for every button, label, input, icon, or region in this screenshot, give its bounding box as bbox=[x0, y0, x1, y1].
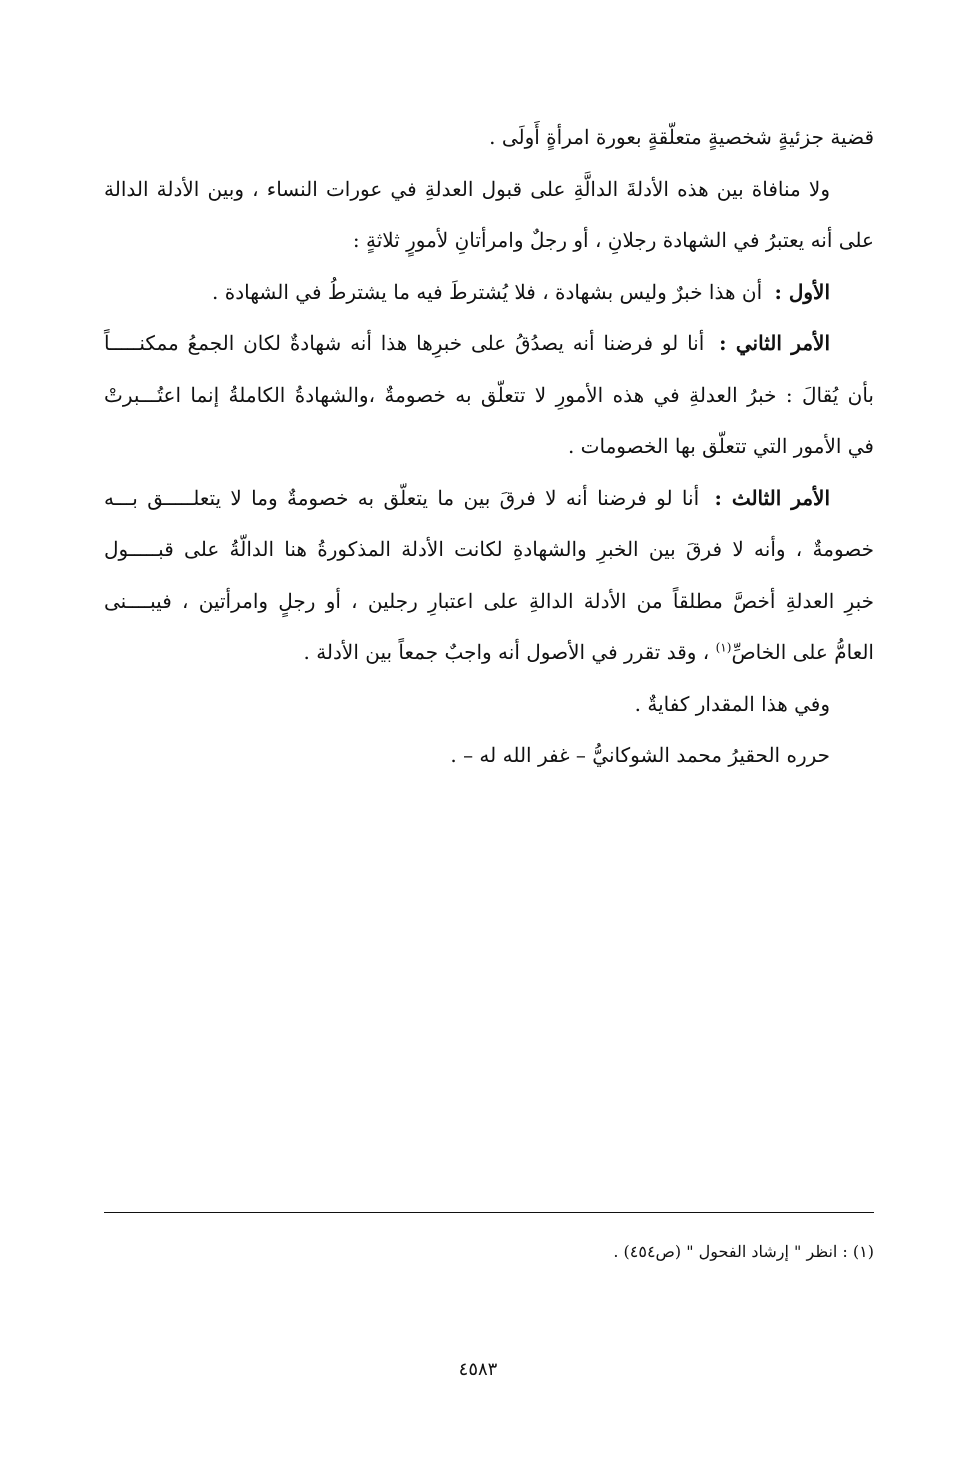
footnote-reference[interactable]: (١) bbox=[715, 640, 732, 655]
text-line: قضية جزئيةٍ شخصيةٍ متعلّقةٍ بعورة امرأةٍ أَولَى . bbox=[489, 125, 874, 149]
footnote: (١) : انظر " إرشاد الفحول " (ص٤٥٤) . bbox=[613, 1242, 874, 1261]
point-text: أنا لو فرضنا أنه لا فرقَ بين ما يتعلّق به خصومةٌ وما لا يتعلـــــق بـــه bbox=[104, 485, 700, 510]
text-segment: العامُّ على الخاصِّ bbox=[731, 640, 874, 664]
text-line: خبرِ العدلةِ أخصَّ مطلقاً من الأدلة الدالةِ على اعتبارِ رجلين ، أو رجلٍ وامرأتين ، فيبــــنى bbox=[104, 588, 874, 613]
text-line: وفي هذا المقدار كفايةٌ . bbox=[634, 691, 830, 716]
text-line: بأن يُقالَ : خبرُ العدلةِ في هذه الأمورِ لا تتعلّق به خصومةٌ ،والشهادةُ الكاملةُ إنما اعتُـــبرتْ bbox=[104, 382, 874, 407]
point-text: أنا لو فرضنا أنه يصدُقُ على خبرِها هذا أنه شهادةٌ لكان الجمعُ ممكنـــــاً bbox=[104, 331, 705, 355]
point-text: أن هذا خبرٌ وليس بشهادة ، فلا يُشترطَ فيه ما يشترطُ في الشهادة . bbox=[212, 279, 763, 304]
text-line bbox=[104, 267, 874, 319]
text-line bbox=[104, 318, 874, 370]
main-text bbox=[104, 112, 874, 782]
point-heading-third: الأمر الثالث : bbox=[714, 485, 830, 510]
point-heading-first: الأول : bbox=[774, 279, 830, 304]
point-heading-second: الأمر الثاني : bbox=[719, 331, 831, 355]
text-line bbox=[104, 627, 874, 679]
signature-line: حرره الحقيرُ محمد الشوكانيُّ – غفر الله له – . bbox=[450, 743, 830, 767]
text-line: في الأمور التي تتعلّق بها الخصومات . bbox=[567, 434, 874, 458]
footnote-separator bbox=[104, 1212, 874, 1213]
text-line: على أنه يعتبرُ في الشهادة رجلانِ ، أو رجلٌ وامرأتانِ لأمورٍ ثلاثةٍ : bbox=[352, 228, 874, 252]
text-line bbox=[104, 473, 874, 525]
text-line: خصومةٌ ، وأنه لا فرقَ بين الخبرِ والشهادةِ لكانت الأدلة المذكورةُ هنا الدالّةُ على قبـــــول bbox=[104, 537, 874, 561]
page-number: ٤٥٨٣ bbox=[458, 1359, 498, 1380]
text-line: ولا منافاة بين هذه الأدلةَ الدالَّةِ على قبول العدلةِ في عورات النساء ، وبين الأدلة الدالة bbox=[104, 176, 830, 201]
text-segment: ، وقد تقرر في الأصول أنه واجبٌ جمعاً بين الأدلة . bbox=[303, 640, 710, 664]
